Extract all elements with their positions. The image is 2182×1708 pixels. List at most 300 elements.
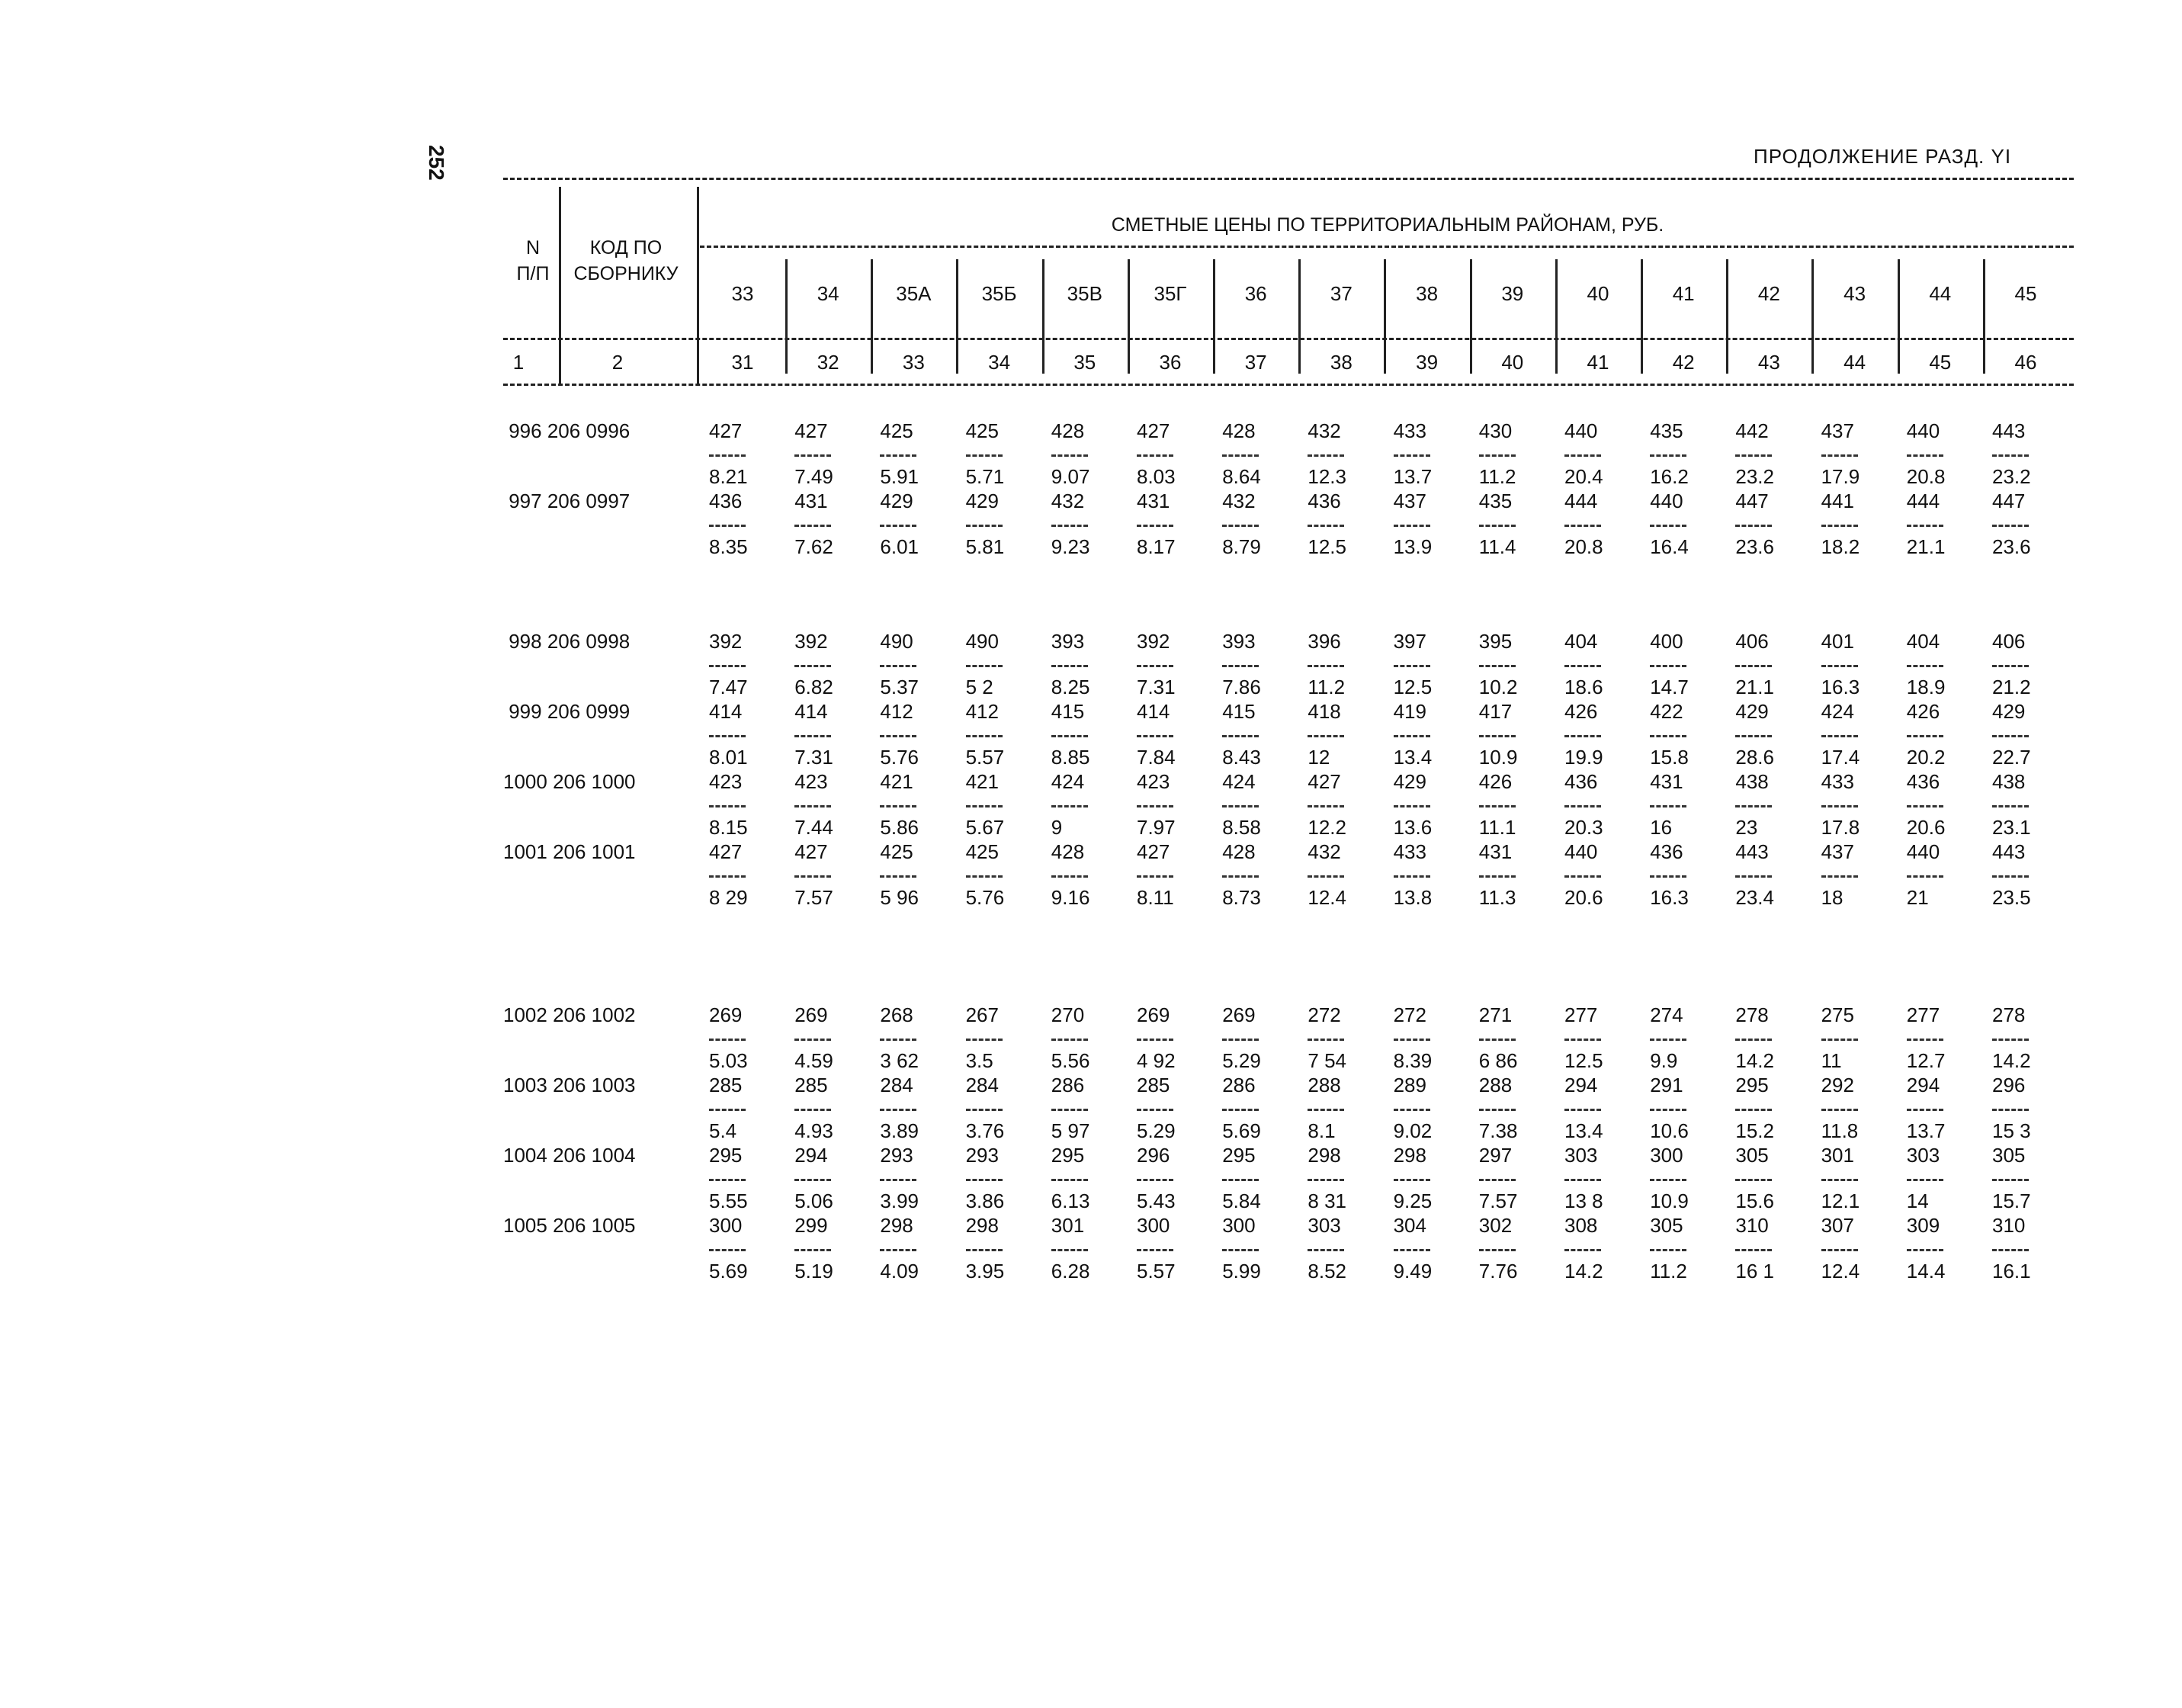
price-value: 303 bbox=[1564, 1144, 1598, 1167]
fraction-bar bbox=[1564, 454, 1601, 457]
fraction-bar bbox=[1907, 1109, 1943, 1111]
fraction-bar bbox=[1821, 875, 1858, 878]
fraction-bar bbox=[1137, 665, 1173, 667]
price-value: 417 bbox=[1478, 700, 1513, 723]
fraction-bar bbox=[1735, 1039, 1772, 1041]
price-value: 431 bbox=[1650, 770, 1683, 793]
labor-value: 16 1 bbox=[1735, 1260, 1774, 1283]
district-header: 34 bbox=[817, 282, 839, 305]
labor-value: 9.49 bbox=[1393, 1260, 1433, 1283]
labor-value: 21 bbox=[1906, 886, 1929, 909]
labor-value: 20.8 bbox=[1906, 465, 1946, 488]
fraction-bar bbox=[794, 875, 831, 878]
price-value: 424 bbox=[1222, 770, 1256, 793]
column-number: 37 bbox=[1244, 351, 1267, 374]
fraction-bar bbox=[1650, 1109, 1686, 1111]
fraction-bar bbox=[1308, 454, 1344, 457]
fraction-bar bbox=[1308, 1039, 1344, 1041]
labor-value: 10.2 bbox=[1478, 676, 1518, 698]
fraction-bar bbox=[880, 1249, 916, 1251]
fraction-bar bbox=[1222, 1039, 1259, 1041]
labor-value: 5.91 bbox=[880, 465, 919, 488]
fraction-bar bbox=[1051, 735, 1088, 737]
price-value: 295 bbox=[1735, 1074, 1769, 1096]
price-value: 428 bbox=[1051, 419, 1085, 442]
labor-value: 5 97 bbox=[1051, 1119, 1090, 1142]
column-divider bbox=[1298, 259, 1301, 374]
labor-value: 8.1 bbox=[1308, 1119, 1336, 1142]
price-value: 297 bbox=[1478, 1144, 1513, 1167]
labor-value: 6.13 bbox=[1051, 1190, 1090, 1212]
fraction-bar bbox=[1907, 454, 1943, 457]
fraction-bar bbox=[1564, 735, 1601, 737]
labor-value: 14.2 bbox=[1735, 1049, 1774, 1072]
labor-value: 15.6 bbox=[1735, 1190, 1774, 1212]
price-value: 288 bbox=[1308, 1074, 1341, 1096]
district-header: 39 bbox=[1501, 282, 1524, 305]
labor-value: 5.29 bbox=[1222, 1049, 1261, 1072]
column-divider bbox=[1641, 259, 1643, 374]
fraction-bar bbox=[1394, 454, 1430, 457]
fraction-bar bbox=[1650, 525, 1686, 527]
labor-value: 8.21 bbox=[709, 465, 748, 488]
labor-value: 8.52 bbox=[1308, 1260, 1346, 1283]
labor-value: 12.5 bbox=[1564, 1049, 1603, 1072]
labor-value: 5.03 bbox=[709, 1049, 748, 1072]
section-title: ПРОДОЛЖЕНИЕ РАЗД. YI bbox=[1754, 145, 2012, 168]
price-value: 427 bbox=[709, 419, 743, 442]
price-value: 278 bbox=[1735, 1003, 1769, 1026]
fraction-bar bbox=[1650, 665, 1686, 667]
labor-value: 5.56 bbox=[1051, 1049, 1090, 1072]
fraction-bar bbox=[1479, 454, 1516, 457]
labor-value: 4 92 bbox=[1137, 1049, 1176, 1072]
district-header: 38 bbox=[1416, 282, 1439, 305]
labor-value: 5.86 bbox=[880, 816, 919, 839]
fraction-bar bbox=[1137, 875, 1173, 878]
labor-value: 7.57 bbox=[1478, 1190, 1518, 1212]
labor-value: 17.8 bbox=[1821, 816, 1860, 839]
labor-value: 8 29 bbox=[709, 886, 748, 909]
labor-value: 11.8 bbox=[1821, 1119, 1859, 1142]
price-value: 288 bbox=[1478, 1074, 1513, 1096]
labor-value: 9.02 bbox=[1393, 1119, 1433, 1142]
labor-value: 5.19 bbox=[794, 1260, 833, 1283]
labor-value: 9.07 bbox=[1051, 465, 1090, 488]
price-value: 429 bbox=[965, 490, 999, 512]
fraction-bar bbox=[880, 665, 916, 667]
price-value: 268 bbox=[880, 1003, 913, 1026]
price-value: 396 bbox=[1308, 630, 1341, 653]
fraction-bar bbox=[1222, 454, 1259, 457]
price-value: 310 bbox=[1992, 1214, 2026, 1237]
fraction-bar bbox=[794, 525, 831, 527]
fraction-bar bbox=[966, 665, 1003, 667]
price-value: 433 bbox=[1393, 419, 1426, 442]
price-value: 431 bbox=[1478, 840, 1513, 863]
labor-value: 8 31 bbox=[1308, 1190, 1346, 1212]
fraction-bar bbox=[1992, 735, 2029, 737]
labor-value: 12 bbox=[1308, 746, 1330, 769]
labor-value: 20.6 bbox=[1564, 886, 1603, 909]
labor-value: 4.09 bbox=[880, 1260, 919, 1283]
labor-value: 23.4 bbox=[1735, 886, 1774, 909]
labor-value: 12.7 bbox=[1906, 1049, 1946, 1072]
labor-value: 16.3 bbox=[1821, 676, 1860, 698]
fraction-bar bbox=[1907, 1249, 1943, 1251]
fraction-bar bbox=[1222, 805, 1259, 807]
row-number-and-code: 1001 206 1001 bbox=[503, 840, 636, 863]
price-value: 427 bbox=[1137, 840, 1170, 863]
price-value: 429 bbox=[1393, 770, 1426, 793]
labor-value: 16 bbox=[1650, 816, 1673, 839]
price-value: 267 bbox=[965, 1003, 999, 1026]
price-value: 272 bbox=[1308, 1003, 1341, 1026]
fraction-bar bbox=[1907, 525, 1943, 527]
price-value: 406 bbox=[1735, 630, 1769, 653]
price-value: 428 bbox=[1222, 419, 1256, 442]
labor-value: 20.3 bbox=[1564, 816, 1603, 839]
fraction-bar bbox=[1222, 875, 1259, 878]
price-value: 294 bbox=[794, 1144, 828, 1167]
column-divider bbox=[1128, 259, 1130, 374]
price-value: 393 bbox=[1051, 630, 1085, 653]
labor-value: 15.8 bbox=[1650, 746, 1689, 769]
fraction-bar bbox=[1308, 875, 1344, 878]
fraction-bar bbox=[1821, 805, 1858, 807]
fraction-bar bbox=[1907, 875, 1943, 878]
labor-value: 14.2 bbox=[1992, 1049, 2031, 1072]
fraction-bar bbox=[1821, 454, 1858, 457]
labor-value: 23.6 bbox=[1735, 535, 1774, 558]
fraction-bar bbox=[966, 805, 1003, 807]
labor-value: 5 2 bbox=[965, 676, 993, 698]
labor-value: 5.55 bbox=[709, 1190, 748, 1212]
labor-value: 23.2 bbox=[1735, 465, 1774, 488]
fraction-bar bbox=[709, 1249, 746, 1251]
labor-value: 5.43 bbox=[1137, 1190, 1176, 1212]
fraction-bar bbox=[1394, 875, 1430, 878]
fraction-bar bbox=[1564, 1039, 1601, 1041]
header-n-label: N П/П bbox=[516, 237, 550, 284]
fraction-bar bbox=[1308, 1109, 1344, 1111]
district-header: 42 bbox=[1757, 282, 1780, 305]
price-value: 299 bbox=[794, 1214, 828, 1237]
price-value: 427 bbox=[794, 419, 828, 442]
column-divider bbox=[1042, 259, 1044, 374]
labor-value: 23.2 bbox=[1992, 465, 2031, 488]
header-vline-code bbox=[697, 187, 699, 385]
header-mid-divider bbox=[503, 338, 2074, 340]
labor-value: 9.16 bbox=[1051, 886, 1090, 909]
price-value: 432 bbox=[1051, 490, 1085, 512]
labor-value: 7.62 bbox=[794, 535, 833, 558]
column-number: 41 bbox=[1587, 351, 1609, 374]
fraction-bar bbox=[1479, 525, 1516, 527]
fraction-bar bbox=[1479, 875, 1516, 878]
price-value: 310 bbox=[1735, 1214, 1769, 1237]
fraction-bar bbox=[1992, 1179, 2029, 1181]
price-value: 289 bbox=[1393, 1074, 1426, 1096]
district-header: 44 bbox=[1929, 282, 1952, 305]
labor-value: 28.6 bbox=[1735, 746, 1774, 769]
column-divider bbox=[1983, 259, 1985, 374]
labor-value: 12.5 bbox=[1308, 535, 1346, 558]
fraction-bar bbox=[1907, 735, 1943, 737]
price-value: 427 bbox=[1137, 419, 1170, 442]
fraction-bar bbox=[1992, 665, 2029, 667]
labor-value: 13.7 bbox=[1906, 1119, 1946, 1142]
labor-value: 5.06 bbox=[794, 1190, 833, 1212]
labor-value: 7.49 bbox=[794, 465, 833, 488]
fraction-bar bbox=[794, 454, 831, 457]
price-value: 269 bbox=[794, 1003, 828, 1026]
fraction-bar bbox=[880, 805, 916, 807]
labor-value: 13.6 bbox=[1393, 816, 1433, 839]
district-header: 35В bbox=[1067, 282, 1102, 305]
price-value: 395 bbox=[1478, 630, 1513, 653]
district-header: 33 bbox=[731, 282, 754, 305]
labor-value: 7.31 bbox=[794, 746, 833, 769]
price-value: 284 bbox=[965, 1074, 999, 1096]
price-value: 274 bbox=[1650, 1003, 1683, 1026]
labor-value: 20.4 bbox=[1564, 465, 1603, 488]
labor-value: 5.57 bbox=[1137, 1260, 1176, 1283]
column-divider bbox=[871, 259, 873, 374]
labor-value: 5.76 bbox=[880, 746, 919, 769]
price-value: 272 bbox=[1393, 1003, 1426, 1026]
labor-value: 17.4 bbox=[1821, 746, 1860, 769]
fraction-bar bbox=[1222, 735, 1259, 737]
price-value: 271 bbox=[1478, 1003, 1513, 1026]
column-number: 33 bbox=[902, 351, 925, 374]
fraction-bar bbox=[966, 1179, 1003, 1181]
price-value: 298 bbox=[965, 1214, 999, 1237]
column-divider bbox=[1213, 259, 1215, 374]
fraction-bar bbox=[1564, 1179, 1601, 1181]
row-number-and-code: 1002 206 1002 bbox=[503, 1003, 636, 1026]
labor-value: 7.31 bbox=[1137, 676, 1176, 698]
price-value: 270 bbox=[1051, 1003, 1085, 1026]
price-value: 414 bbox=[794, 700, 828, 723]
price-value: 300 bbox=[709, 1214, 743, 1237]
header-prices-title: СМЕТНЫЕ ЦЕНЫ ПО ТЕРРИТОРИАЛЬНЫМ РАЙОНАМ, РУБ. bbox=[1111, 214, 1664, 236]
labor-value: 10.9 bbox=[1478, 746, 1518, 769]
table-top-border bbox=[503, 178, 2074, 180]
price-value: 292 bbox=[1821, 1074, 1854, 1096]
labor-value: 13.8 bbox=[1393, 886, 1433, 909]
fraction-bar bbox=[1137, 1249, 1173, 1251]
price-value: 277 bbox=[1564, 1003, 1598, 1026]
fraction-bar bbox=[1051, 875, 1088, 878]
fraction-bar bbox=[1051, 805, 1088, 807]
price-value: 436 bbox=[1308, 490, 1341, 512]
price-value: 419 bbox=[1393, 700, 1426, 723]
price-value: 424 bbox=[1051, 770, 1085, 793]
price-value: 285 bbox=[709, 1074, 743, 1096]
labor-value: 11.2 bbox=[1650, 1260, 1687, 1283]
price-value: 490 bbox=[965, 630, 999, 653]
labor-value: 16.4 bbox=[1650, 535, 1689, 558]
labor-value: 11.3 bbox=[1478, 886, 1516, 909]
price-value: 423 bbox=[1137, 770, 1170, 793]
fraction-bar bbox=[1735, 1109, 1772, 1111]
price-value: 295 bbox=[1222, 1144, 1256, 1167]
labor-value: 23.1 bbox=[1992, 816, 2031, 839]
fraction-bar bbox=[1564, 665, 1601, 667]
labor-value: 13.4 bbox=[1393, 746, 1433, 769]
price-value: 295 bbox=[1051, 1144, 1085, 1167]
price-value: 436 bbox=[1564, 770, 1598, 793]
column-number: 36 bbox=[1159, 351, 1182, 374]
labor-value: 12.2 bbox=[1308, 816, 1346, 839]
fraction-bar bbox=[880, 1109, 916, 1111]
fraction-bar bbox=[1394, 1039, 1430, 1041]
fraction-bar bbox=[1137, 1039, 1173, 1041]
labor-value: 8.03 bbox=[1137, 465, 1176, 488]
fraction-bar bbox=[1907, 665, 1943, 667]
price-value: 438 bbox=[1992, 770, 2026, 793]
price-value: 304 bbox=[1393, 1214, 1426, 1237]
labor-value: 5.29 bbox=[1137, 1119, 1176, 1142]
header-vline-n bbox=[559, 187, 561, 385]
labor-value: 23.5 bbox=[1992, 886, 2031, 909]
price-value: 285 bbox=[1137, 1074, 1170, 1096]
fraction-bar bbox=[966, 1039, 1003, 1041]
price-value: 437 bbox=[1821, 840, 1854, 863]
fraction-bar bbox=[1137, 735, 1173, 737]
labor-value: 13 8 bbox=[1564, 1190, 1603, 1212]
price-value: 415 bbox=[1051, 700, 1085, 723]
fraction-bar bbox=[1821, 735, 1858, 737]
fraction-bar bbox=[1564, 1249, 1601, 1251]
labor-value: 7.44 bbox=[794, 816, 833, 839]
fraction-bar bbox=[709, 1109, 746, 1111]
labor-value: 5.81 bbox=[965, 535, 1005, 558]
price-value: 423 bbox=[709, 770, 743, 793]
price-value: 429 bbox=[880, 490, 913, 512]
price-value: 443 bbox=[1735, 840, 1769, 863]
district-header: 36 bbox=[1244, 282, 1267, 305]
labor-value: 12.4 bbox=[1308, 886, 1346, 909]
fraction-bar bbox=[1650, 875, 1686, 878]
labor-value: 5.69 bbox=[1222, 1119, 1261, 1142]
labor-value: 14.4 bbox=[1906, 1260, 1946, 1283]
column-number: 38 bbox=[1330, 351, 1353, 374]
labor-value: 8.64 bbox=[1222, 465, 1261, 488]
labor-value: 3.89 bbox=[880, 1119, 919, 1142]
labor-value: 8.17 bbox=[1137, 535, 1176, 558]
fraction-bar bbox=[1564, 805, 1601, 807]
labor-value: 13.4 bbox=[1564, 1119, 1603, 1142]
price-value: 430 bbox=[1478, 419, 1513, 442]
page-number: 252 bbox=[425, 145, 448, 181]
labor-value: 7.47 bbox=[709, 676, 748, 698]
labor-value: 5.99 bbox=[1222, 1260, 1261, 1283]
labor-value: 6.82 bbox=[794, 676, 833, 698]
labor-value: 10.9 bbox=[1650, 1190, 1689, 1212]
price-value: 293 bbox=[965, 1144, 999, 1167]
labor-value: 9.9 bbox=[1650, 1049, 1678, 1072]
price-value: 425 bbox=[880, 840, 913, 863]
labor-value: 13.9 bbox=[1393, 535, 1433, 558]
fraction-bar bbox=[1821, 1039, 1858, 1041]
fraction-bar bbox=[880, 1179, 916, 1181]
price-value: 392 bbox=[709, 630, 743, 653]
fraction-bar bbox=[1992, 805, 2029, 807]
fraction-bar bbox=[966, 875, 1003, 878]
fraction-bar bbox=[1479, 805, 1516, 807]
labor-value: 18.6 bbox=[1564, 676, 1603, 698]
fraction-bar bbox=[1222, 525, 1259, 527]
price-value: 296 bbox=[1992, 1074, 2026, 1096]
fraction-bar bbox=[1650, 1039, 1686, 1041]
fraction-bar bbox=[1907, 805, 1943, 807]
labor-value: 3.99 bbox=[880, 1190, 919, 1212]
labor-value: 8.85 bbox=[1051, 746, 1090, 769]
fraction-bar bbox=[1137, 1179, 1173, 1181]
price-value: 415 bbox=[1222, 700, 1256, 723]
fraction-bar bbox=[1394, 1249, 1430, 1251]
fraction-bar bbox=[1479, 1109, 1516, 1111]
labor-value: 12.1 bbox=[1821, 1190, 1860, 1212]
fraction-bar bbox=[1051, 1109, 1088, 1111]
labor-value: 8.35 bbox=[709, 535, 748, 558]
price-value: 397 bbox=[1393, 630, 1426, 653]
labor-value: 3.76 bbox=[965, 1119, 1005, 1142]
price-value: 269 bbox=[1137, 1003, 1170, 1026]
column-number: 31 bbox=[731, 351, 754, 374]
price-value: 441 bbox=[1821, 490, 1854, 512]
labor-value: 12.4 bbox=[1821, 1260, 1860, 1283]
fraction-bar bbox=[794, 1039, 831, 1041]
fraction-bar bbox=[1564, 525, 1601, 527]
fraction-bar bbox=[1479, 1039, 1516, 1041]
labor-value: 8.25 bbox=[1051, 676, 1090, 698]
fraction-bar bbox=[709, 735, 746, 737]
column-divider bbox=[1470, 259, 1472, 374]
labor-value: 23.6 bbox=[1992, 535, 2031, 558]
price-value: 440 bbox=[1564, 419, 1598, 442]
price-value: 438 bbox=[1735, 770, 1769, 793]
row-number-and-code: 1004 206 1004 bbox=[503, 1144, 636, 1167]
fraction-bar bbox=[1650, 454, 1686, 457]
price-value: 393 bbox=[1222, 630, 1256, 653]
labor-value: 6.28 bbox=[1051, 1260, 1090, 1283]
fraction-bar bbox=[1394, 1109, 1430, 1111]
price-value: 302 bbox=[1478, 1214, 1513, 1237]
fraction-bar bbox=[966, 525, 1003, 527]
price-value: 412 bbox=[965, 700, 999, 723]
labor-value: 18.2 bbox=[1821, 535, 1860, 558]
fraction-bar bbox=[1735, 454, 1772, 457]
column-divider bbox=[1726, 259, 1728, 374]
fraction-bar bbox=[1821, 1109, 1858, 1111]
price-value: 440 bbox=[1564, 840, 1598, 863]
labor-value: 12.5 bbox=[1393, 676, 1433, 698]
labor-value: 13.7 bbox=[1393, 465, 1433, 488]
fraction-bar bbox=[794, 1179, 831, 1181]
price-value: 400 bbox=[1650, 630, 1683, 653]
header-code-label: КОД ПО СБОРНИКУ bbox=[573, 237, 679, 284]
price-value: 425 bbox=[880, 419, 913, 442]
fraction-bar bbox=[880, 1039, 916, 1041]
fraction-bar bbox=[1308, 525, 1344, 527]
labor-value: 8.73 bbox=[1222, 886, 1261, 909]
fraction-bar bbox=[1650, 1249, 1686, 1251]
price-value: 426 bbox=[1478, 770, 1513, 793]
fraction-bar bbox=[1308, 735, 1344, 737]
